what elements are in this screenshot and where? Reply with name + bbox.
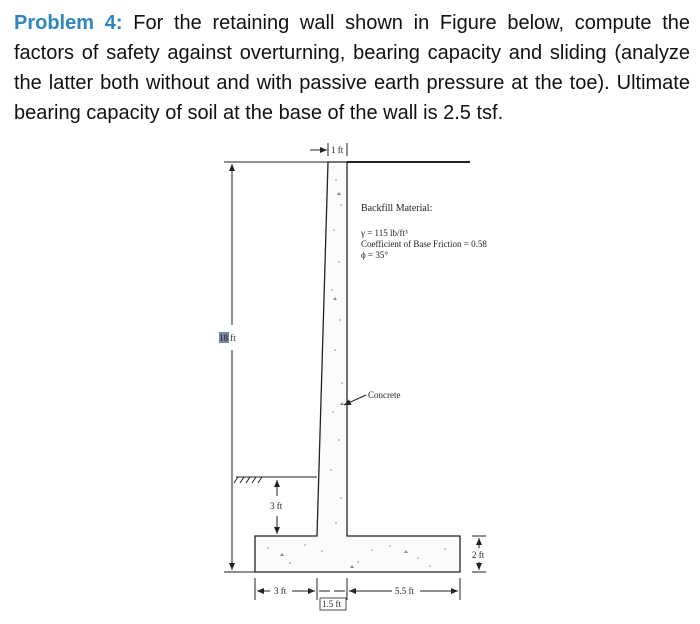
- concrete-texture: [267, 179, 446, 568]
- toe-ground: [234, 477, 317, 483]
- height-label: 18 ft: [219, 333, 236, 343]
- toe-depth-label: 3 ft: [270, 501, 283, 511]
- toe-width-label: 3 ft: [274, 586, 287, 596]
- base-thickness-label: 2 ft: [472, 550, 485, 560]
- backfill-friction: Coefficient of Base Friction = 0.58: [361, 239, 487, 249]
- heel-width-label: 5.5 ft: [395, 586, 414, 596]
- dim-top-label: 1 ft: [331, 145, 344, 155]
- stem-width-label: 1.5 ft: [322, 599, 341, 609]
- backfill-gamma: γ = 115 lb/ft³: [361, 228, 408, 238]
- backfill-title: Backfill Material:: [361, 203, 433, 214]
- problem-body: For the retaining wall shown in Figure below, compute the factors of safety against overturning, bearing capacity and sliding (analyze the latter both without and with passive earth pressure at the toe). Ultimate bearing capacity of soil at the base of the wall is 2.5 tsf.: [14, 12, 690, 124]
- backfill-phi: ϕ = 35°: [361, 250, 388, 260]
- problem-label: Problem 4:: [14, 12, 123, 34]
- concrete-label: Concrete: [368, 390, 401, 400]
- retaining-wall: [255, 162, 460, 572]
